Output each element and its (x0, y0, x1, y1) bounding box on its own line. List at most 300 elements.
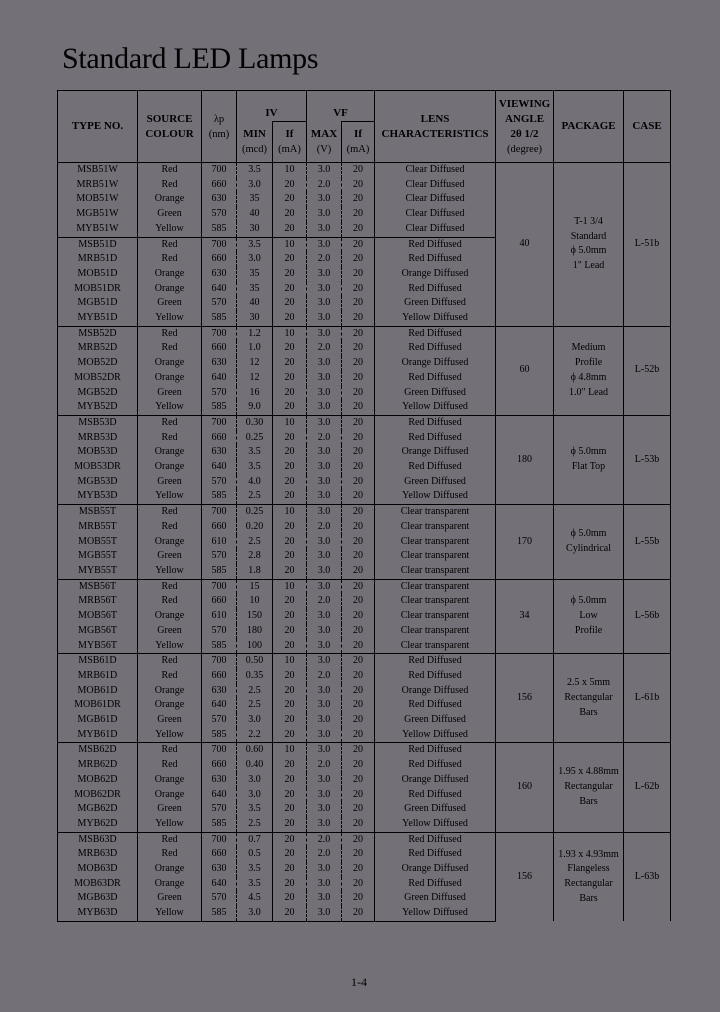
lens-cell: Orange Diffused (375, 356, 496, 371)
viewing-angle-cell: 40 (496, 163, 554, 327)
header-viewing-angle: VIEWING ANGLE 2θ 1/2 (degree) (496, 91, 554, 163)
iv-min-cell: 2.5 (237, 698, 273, 713)
source-colour-cell: Orange (138, 609, 202, 624)
viewing-angle-cell: 160 (496, 743, 554, 832)
package-line: ϕ 5.0mm (570, 446, 607, 458)
iv-if-cell: 20 (273, 713, 307, 728)
source-colour-cell: Orange (138, 684, 202, 699)
lens-cell: Yellow Diffused (375, 311, 496, 326)
wavelength-cell: 570 (202, 713, 237, 728)
iv-if-cell: 20 (273, 431, 307, 446)
vf-max-cell: 3.0 (307, 609, 342, 624)
vf-max-cell: 3.0 (307, 698, 342, 713)
wavelength-cell: 630 (202, 684, 237, 699)
header-iv-if: If (mA) (273, 122, 307, 163)
vf-max-cell: 3.0 (307, 684, 342, 699)
type-no-cell: MRB62D (58, 758, 138, 773)
vf-max-cell: 3.0 (307, 400, 342, 415)
package-line: Profile (574, 624, 603, 636)
iv-if-cell: 20 (273, 475, 307, 490)
package-line: ϕ 5.0mm (570, 595, 607, 607)
iv-if-cell: 10 (273, 579, 307, 594)
type-no-cell: MYB61D (58, 728, 138, 743)
iv-if-cell: 20 (273, 207, 307, 222)
vf-if-cell: 20 (342, 371, 375, 386)
header-source-colour: SOURCE COLOUR (138, 91, 202, 163)
iv-if-cell: 20 (273, 773, 307, 788)
type-no-cell: MSB51D (58, 237, 138, 252)
type-no-cell: MYB56T (58, 639, 138, 654)
type-no-cell: MGB52D (58, 386, 138, 401)
iv-if-cell: 20 (273, 564, 307, 579)
type-no-cell: MSB53D (58, 415, 138, 430)
vf-if-cell: 20 (342, 832, 375, 847)
source-colour-cell: Red (138, 669, 202, 684)
vf-max-cell: 3.0 (307, 296, 342, 311)
vf-max-cell: 2.0 (307, 832, 342, 847)
iv-min-cell: 40 (237, 207, 273, 222)
wavelength-cell: 570 (202, 296, 237, 311)
wavelength-cell: 700 (202, 237, 237, 252)
vf-if-cell: 20 (342, 237, 375, 252)
source-colour-cell: Red (138, 415, 202, 430)
type-no-cell: MOB63DR (58, 877, 138, 892)
source-colour-cell: Red (138, 758, 202, 773)
iv-if-cell: 20 (273, 624, 307, 639)
wavelength-cell: 700 (202, 326, 237, 341)
iv-min-cell: 40 (237, 296, 273, 311)
vf-if-cell: 20 (342, 698, 375, 713)
table-row (58, 654, 671, 669)
type-no-cell: MOB62D (58, 773, 138, 788)
lens-cell: Green Diffused (375, 891, 496, 906)
header-package: PACKAGE (554, 91, 624, 163)
vf-if-cell: 20 (342, 386, 375, 401)
wavelength-cell: 660 (202, 520, 237, 535)
iv-if-cell: 20 (273, 906, 307, 921)
wavelength-cell: 585 (202, 489, 237, 504)
iv-if-cell: 20 (273, 594, 307, 609)
header-vf-if: If (mA) (342, 122, 375, 163)
vf-max-cell: 3.0 (307, 356, 342, 371)
vf-if-cell: 20 (342, 773, 375, 788)
vf-max-cell: 3.0 (307, 163, 342, 178)
iv-min-cell: 30 (237, 222, 273, 237)
case-cell: L-61b (624, 654, 671, 743)
package-line: 1.95 x 4.88mm (558, 766, 619, 778)
case-cell: L-62b (624, 743, 671, 832)
vf-if-cell: 20 (342, 163, 375, 178)
iv-if-cell: 20 (273, 192, 307, 207)
vf-max-cell: 3.0 (307, 891, 342, 906)
wavelength-cell: 700 (202, 579, 237, 594)
header-iv-min: MIN (mcd) (237, 122, 273, 163)
type-no-cell: MGB51W (58, 207, 138, 222)
package-line: Flangeless (567, 863, 610, 875)
iv-min-cell: 3.5 (237, 802, 273, 817)
source-colour-cell: Green (138, 802, 202, 817)
source-colour-cell: Red (138, 505, 202, 520)
wavelength-cell: 660 (202, 847, 237, 862)
lens-cell: Clear transparent (375, 594, 496, 609)
type-no-cell: MRB51W (58, 178, 138, 193)
wavelength-cell: 660 (202, 758, 237, 773)
iv-if-cell: 20 (273, 489, 307, 504)
iv-if-cell: 20 (273, 341, 307, 356)
vf-max-cell: 2.0 (307, 669, 342, 684)
lens-cell: Orange Diffused (375, 267, 496, 282)
viewing-angle-cell: 156 (496, 832, 554, 921)
source-colour-cell: Red (138, 520, 202, 535)
vf-if-cell: 20 (342, 326, 375, 341)
case-cell: L-63b (624, 832, 671, 921)
header-case: CASE (624, 91, 671, 163)
iv-min-cell: 35 (237, 267, 273, 282)
lens-cell: Red Diffused (375, 371, 496, 386)
wavelength-cell: 585 (202, 906, 237, 921)
source-colour-cell: Green (138, 891, 202, 906)
iv-min-cell: 0.40 (237, 758, 273, 773)
wavelength-cell: 630 (202, 267, 237, 282)
type-no-cell: MGB62D (58, 802, 138, 817)
type-no-cell: MRB61D (58, 669, 138, 684)
wavelength-cell: 610 (202, 609, 237, 624)
source-colour-cell: Yellow (138, 400, 202, 415)
vf-if-cell: 20 (342, 906, 375, 921)
case-cell: L-51b (624, 163, 671, 327)
source-colour-cell: Orange (138, 788, 202, 803)
iv-min-cell: 2.8 (237, 549, 273, 564)
wavelength-cell: 585 (202, 564, 237, 579)
type-no-cell: MRB55T (58, 520, 138, 535)
lens-cell: Yellow Diffused (375, 400, 496, 415)
vf-max-cell: 3.0 (307, 445, 342, 460)
vf-max-cell: 3.0 (307, 326, 342, 341)
vf-max-cell: 2.0 (307, 341, 342, 356)
source-colour-cell: Yellow (138, 639, 202, 654)
wavelength-cell: 660 (202, 252, 237, 267)
type-no-cell: MSB63D (58, 832, 138, 847)
lens-cell: Orange Diffused (375, 684, 496, 699)
source-colour-cell: Orange (138, 877, 202, 892)
vf-if-cell: 20 (342, 311, 375, 326)
source-colour-cell: Orange (138, 698, 202, 713)
vf-max-cell: 3.0 (307, 237, 342, 252)
vf-if-cell: 20 (342, 728, 375, 743)
package-line: Standard (570, 230, 607, 242)
vf-max-cell: 3.0 (307, 564, 342, 579)
lens-cell: Clear Diffused (375, 222, 496, 237)
source-colour-cell: Red (138, 237, 202, 252)
lens-cell: Orange Diffused (375, 773, 496, 788)
iv-min-cell: 3.5 (237, 163, 273, 178)
type-no-cell: MOB61DR (58, 698, 138, 713)
vf-max-cell: 3.0 (307, 386, 342, 401)
source-colour-cell: Orange (138, 445, 202, 460)
iv-if-cell: 20 (273, 311, 307, 326)
vf-max-cell: 3.0 (307, 267, 342, 282)
wavelength-cell: 630 (202, 192, 237, 207)
iv-min-cell: 0.35 (237, 669, 273, 684)
wavelength-cell: 570 (202, 475, 237, 490)
wavelength-cell: 640 (202, 877, 237, 892)
iv-if-cell: 20 (273, 549, 307, 564)
vf-max-cell: 3.0 (307, 371, 342, 386)
iv-min-cell: 3.5 (237, 460, 273, 475)
lens-cell: Red Diffused (375, 431, 496, 446)
vf-if-cell: 20 (342, 431, 375, 446)
vf-if-cell: 20 (342, 445, 375, 460)
lens-cell: Green Diffused (375, 296, 496, 311)
source-colour-cell: Orange (138, 773, 202, 788)
iv-min-cell: 3.0 (237, 713, 273, 728)
lens-cell: Red Diffused (375, 252, 496, 267)
vf-max-cell: 3.0 (307, 311, 342, 326)
vf-max-cell: 2.0 (307, 758, 342, 773)
type-no-cell: MSB62D (58, 743, 138, 758)
source-colour-cell: Yellow (138, 817, 202, 832)
iv-if-cell: 20 (273, 684, 307, 699)
iv-min-cell: 9.0 (237, 400, 273, 415)
iv-if-cell: 20 (273, 386, 307, 401)
vf-max-cell: 3.0 (307, 817, 342, 832)
iv-min-cell: 3.0 (237, 788, 273, 803)
type-no-cell: MYB62D (58, 817, 138, 832)
vf-if-cell: 20 (342, 549, 375, 564)
vf-max-cell: 3.0 (307, 549, 342, 564)
lens-cell: Clear transparent (375, 520, 496, 535)
wavelength-cell: 700 (202, 743, 237, 758)
vf-if-cell: 20 (342, 341, 375, 356)
vf-if-cell: 20 (342, 356, 375, 371)
iv-min-cell: 0.7 (237, 832, 273, 847)
table-row (58, 505, 671, 520)
wavelength-cell: 585 (202, 817, 237, 832)
type-no-cell: MSB56T (58, 579, 138, 594)
package-cell (554, 743, 624, 832)
iv-min-cell: 2.5 (237, 535, 273, 550)
vf-if-cell: 20 (342, 475, 375, 490)
iv-if-cell: 20 (273, 639, 307, 654)
lens-cell: Clear transparent (375, 505, 496, 520)
type-no-cell: MGB55T (58, 549, 138, 564)
led-spec-table (57, 90, 671, 922)
lens-cell: Clear Diffused (375, 163, 496, 178)
vf-max-cell: 3.0 (307, 489, 342, 504)
wavelength-cell: 700 (202, 832, 237, 847)
iv-if-cell: 20 (273, 698, 307, 713)
package-cell (554, 832, 624, 921)
iv-if-cell: 20 (273, 252, 307, 267)
vf-if-cell: 20 (342, 713, 375, 728)
iv-min-cell: 0.50 (237, 654, 273, 669)
vf-max-cell: 2.0 (307, 252, 342, 267)
package-cell (554, 505, 624, 580)
source-colour-cell: Yellow (138, 906, 202, 921)
header-iv-group: IV (237, 91, 307, 122)
lens-cell: Red Diffused (375, 832, 496, 847)
type-no-cell: MOB63D (58, 862, 138, 877)
vf-if-cell: 20 (342, 594, 375, 609)
vf-max-cell: 3.0 (307, 207, 342, 222)
type-no-cell: MSB51W (58, 163, 138, 178)
vf-max-cell: 3.0 (307, 773, 342, 788)
package-line: Flat Top (571, 461, 606, 473)
vf-if-cell: 20 (342, 684, 375, 699)
table-row (58, 579, 671, 594)
lens-cell: Clear Diffused (375, 207, 496, 222)
package-line: Medium (571, 342, 606, 354)
iv-min-cell: 16 (237, 386, 273, 401)
wavelength-cell: 630 (202, 356, 237, 371)
lens-cell: Clear Diffused (375, 192, 496, 207)
source-colour-cell: Red (138, 341, 202, 356)
iv-if-cell: 20 (273, 445, 307, 460)
wavelength-cell: 570 (202, 802, 237, 817)
lens-cell: Red Diffused (375, 847, 496, 862)
type-no-cell: MOB52DR (58, 371, 138, 386)
header-vf-group: VF (307, 91, 375, 122)
type-no-cell: MOB53D (58, 445, 138, 460)
vf-if-cell: 20 (342, 669, 375, 684)
package-line: Bars (579, 706, 598, 718)
iv-min-cell: 12 (237, 371, 273, 386)
iv-min-cell: 0.5 (237, 847, 273, 862)
vf-if-cell: 20 (342, 282, 375, 297)
header-lens: LENS CHARACTERISTICS (375, 91, 496, 163)
lens-cell: Orange Diffused (375, 862, 496, 877)
source-colour-cell: Red (138, 654, 202, 669)
iv-min-cell: 1.2 (237, 326, 273, 341)
vf-max-cell: 3.0 (307, 862, 342, 877)
iv-if-cell: 10 (273, 654, 307, 669)
vf-if-cell: 20 (342, 624, 375, 639)
vf-max-cell: 3.0 (307, 802, 342, 817)
vf-max-cell: 3.0 (307, 282, 342, 297)
type-no-cell: MOB61D (58, 684, 138, 699)
source-colour-cell: Red (138, 847, 202, 862)
iv-if-cell: 20 (273, 296, 307, 311)
table-row (58, 415, 671, 430)
type-no-cell: MRB63D (58, 847, 138, 862)
package-cell (554, 579, 624, 654)
vf-max-cell: 3.0 (307, 624, 342, 639)
iv-if-cell: 20 (273, 862, 307, 877)
package-line: 1.0" Lead (568, 386, 609, 398)
lens-cell: Red Diffused (375, 743, 496, 758)
iv-min-cell: 3.0 (237, 773, 273, 788)
iv-min-cell: 2.5 (237, 817, 273, 832)
lens-cell: Red Diffused (375, 460, 496, 475)
type-no-cell: MRB51D (58, 252, 138, 267)
source-colour-cell: Red (138, 163, 202, 178)
vf-if-cell: 20 (342, 758, 375, 773)
source-colour-cell: Green (138, 713, 202, 728)
type-no-cell: MYB52D (58, 400, 138, 415)
type-no-cell: MOB53DR (58, 460, 138, 475)
vf-if-cell: 20 (342, 609, 375, 624)
lens-cell: Yellow Diffused (375, 817, 496, 832)
wavelength-cell: 700 (202, 415, 237, 430)
vf-if-cell: 20 (342, 460, 375, 475)
package-line: ϕ 5.0mm (570, 528, 607, 540)
vf-if-cell: 20 (342, 400, 375, 415)
source-colour-cell: Red (138, 832, 202, 847)
type-no-cell: MSB52D (58, 326, 138, 341)
source-colour-cell: Yellow (138, 489, 202, 504)
iv-min-cell: 3.5 (237, 237, 273, 252)
vf-max-cell: 2.0 (307, 178, 342, 193)
iv-min-cell: 150 (237, 609, 273, 624)
wavelength-cell: 700 (202, 654, 237, 669)
wavelength-cell: 660 (202, 341, 237, 356)
case-cell: L-55b (624, 505, 671, 580)
lens-cell: Clear transparent (375, 549, 496, 564)
iv-min-cell: 35 (237, 282, 273, 297)
vf-if-cell: 20 (342, 788, 375, 803)
type-no-cell: MGB56T (58, 624, 138, 639)
package-line: T-1 3/4 (574, 215, 603, 227)
iv-if-cell: 20 (273, 891, 307, 906)
iv-if-cell: 20 (273, 609, 307, 624)
type-no-cell: MOB52D (58, 356, 138, 371)
package-line: Bars (579, 795, 598, 807)
type-no-cell: MGB51D (58, 296, 138, 311)
source-colour-cell: Orange (138, 192, 202, 207)
vf-max-cell: 3.0 (307, 877, 342, 892)
package-line: 2.5 x 5mm (567, 677, 611, 689)
iv-min-cell: 3.5 (237, 862, 273, 877)
wavelength-cell: 640 (202, 371, 237, 386)
lens-cell: Clear transparent (375, 564, 496, 579)
wavelength-cell: 585 (202, 222, 237, 237)
wavelength-cell: 640 (202, 788, 237, 803)
vf-max-cell: 3.0 (307, 475, 342, 490)
wavelength-cell: 660 (202, 594, 237, 609)
iv-if-cell: 10 (273, 326, 307, 341)
type-no-cell: MSB61D (58, 654, 138, 669)
vf-max-cell: 3.0 (307, 743, 342, 758)
case-cell: L-52b (624, 326, 671, 415)
vf-if-cell: 20 (342, 535, 375, 550)
package-line: Profile (574, 357, 603, 369)
source-colour-cell: Orange (138, 356, 202, 371)
type-no-cell: MSB55T (58, 505, 138, 520)
vf-max-cell: 2.0 (307, 594, 342, 609)
type-no-cell: MYB53D (58, 489, 138, 504)
iv-if-cell: 20 (273, 535, 307, 550)
iv-min-cell: 2.5 (237, 684, 273, 699)
source-colour-cell: Red (138, 594, 202, 609)
source-colour-cell: Green (138, 386, 202, 401)
package-line: 1.93 x 4.93mm (558, 848, 619, 860)
iv-if-cell: 20 (273, 460, 307, 475)
source-colour-cell: Green (138, 549, 202, 564)
wavelength-cell: 660 (202, 178, 237, 193)
wavelength-cell: 570 (202, 549, 237, 564)
source-colour-cell: Green (138, 296, 202, 311)
iv-min-cell: 15 (237, 579, 273, 594)
source-colour-cell: Orange (138, 282, 202, 297)
package-cell (554, 163, 624, 327)
type-no-cell: MOB62DR (58, 788, 138, 803)
viewing-angle-cell: 170 (496, 505, 554, 580)
type-no-cell: MRB53D (58, 431, 138, 446)
lens-cell: Clear transparent (375, 535, 496, 550)
source-colour-cell: Orange (138, 535, 202, 550)
lens-cell: Green Diffused (375, 713, 496, 728)
source-colour-cell: Yellow (138, 222, 202, 237)
